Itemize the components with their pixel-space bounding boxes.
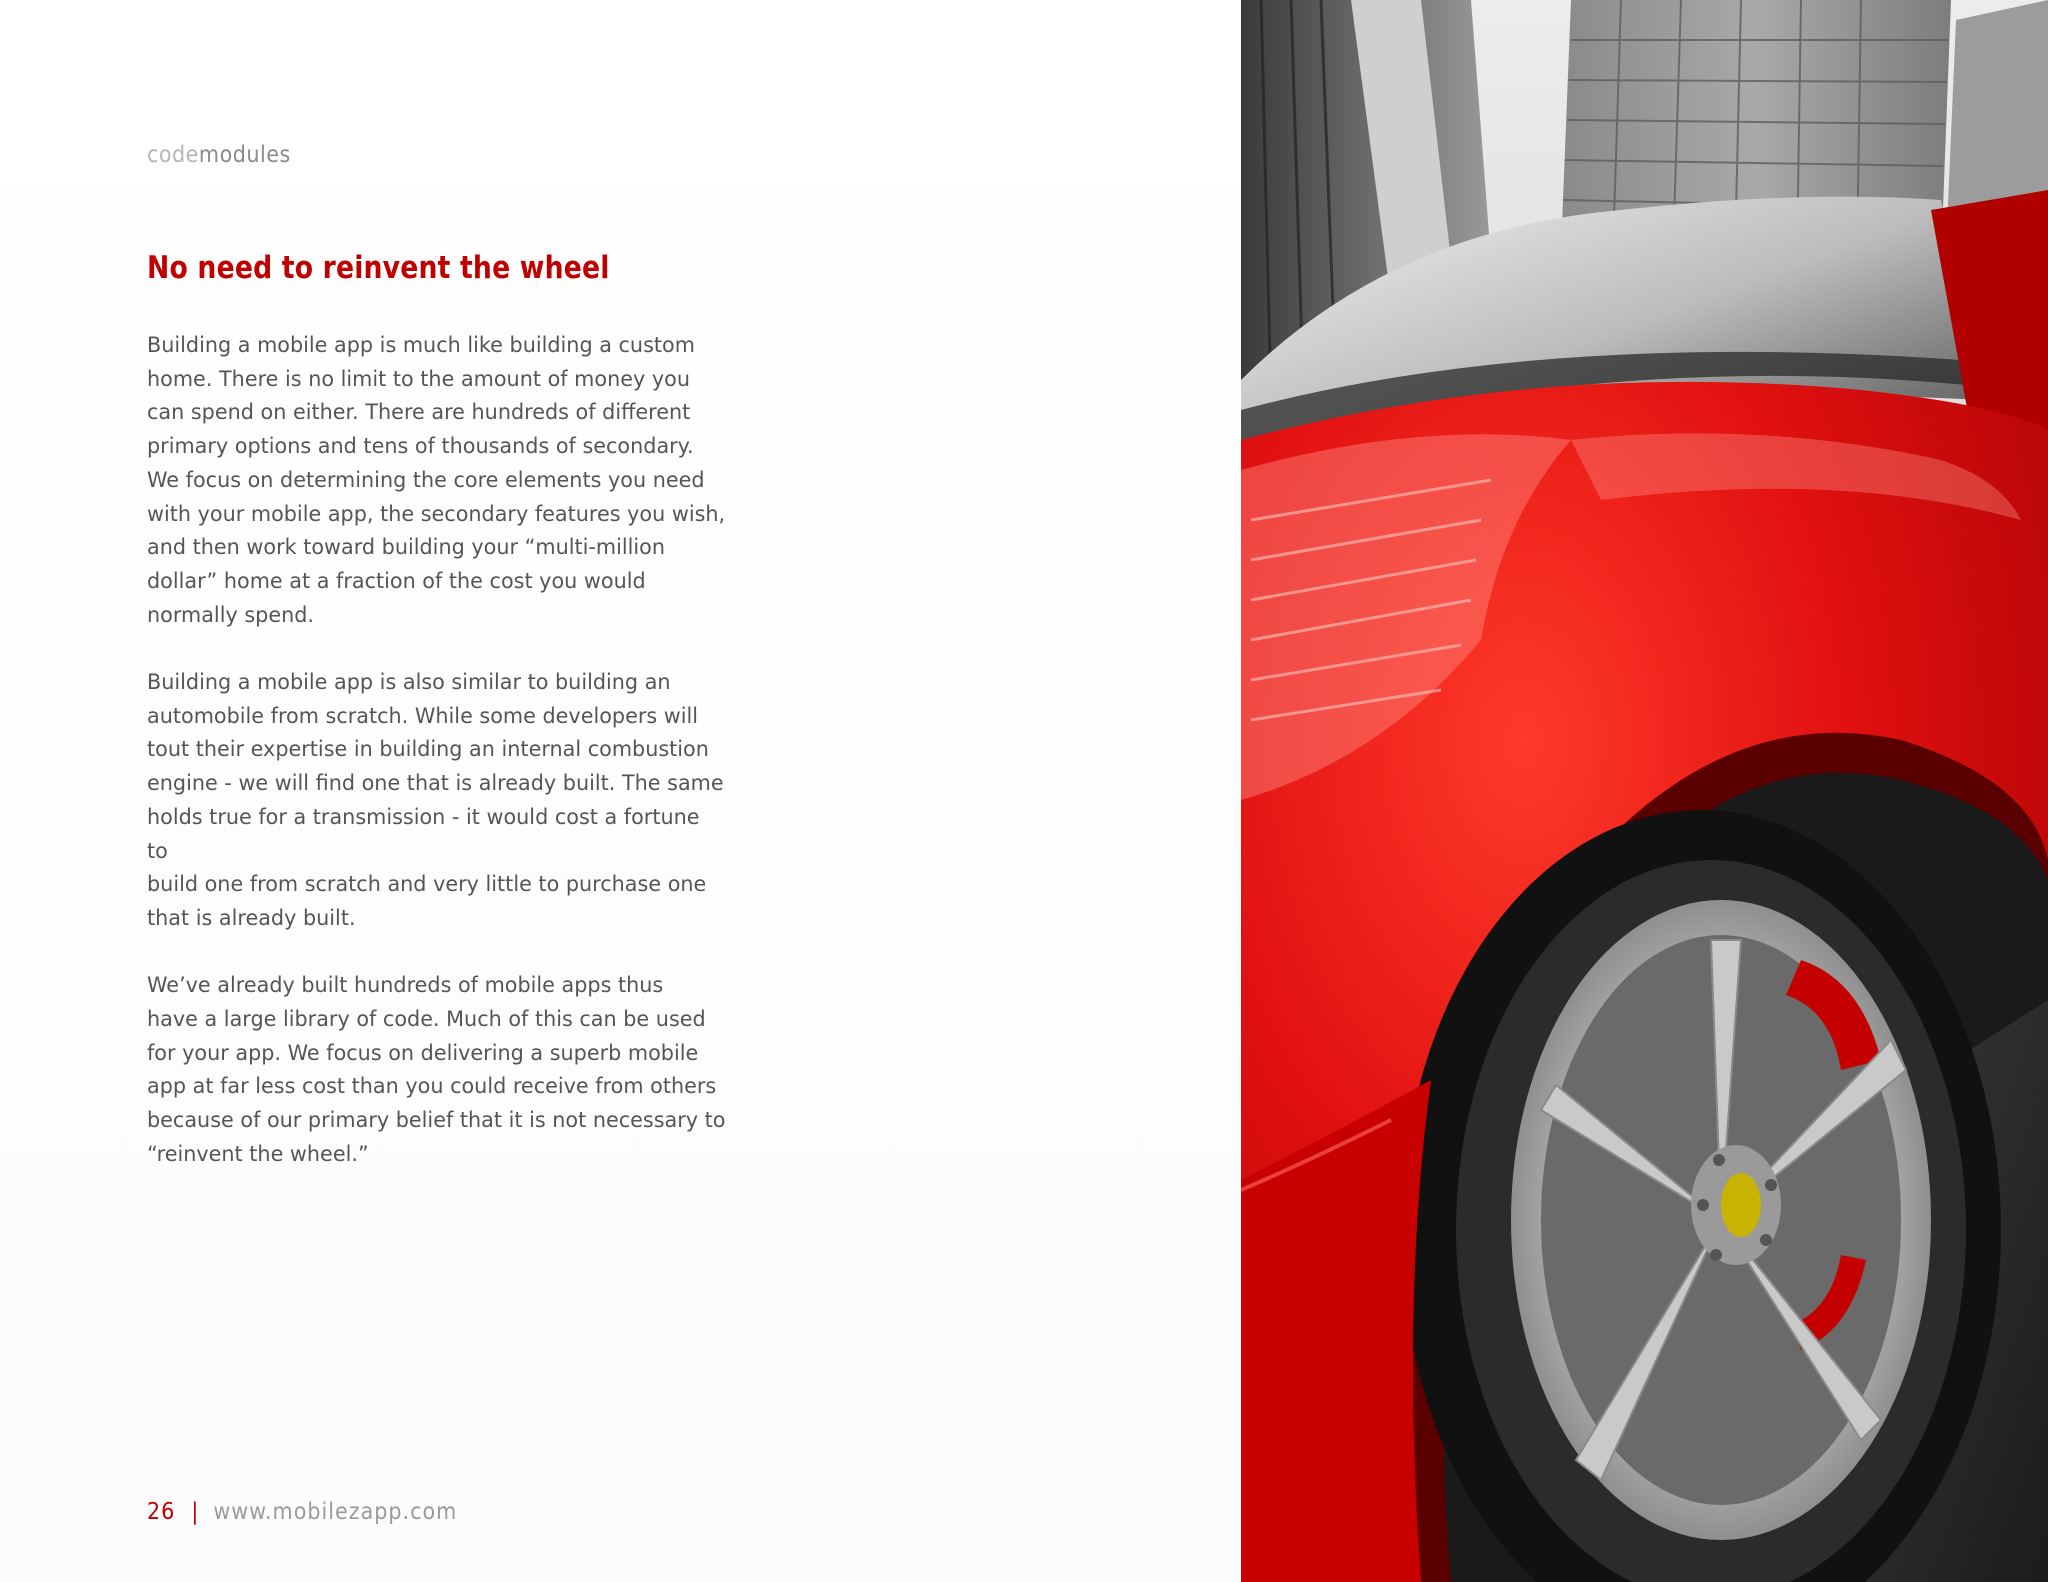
paragraph-code-library: We’ve already built hundreds of mobile apps thus have a large library of code. Much of this can be used for your app. We focus on delivering a superb mobile app at far less cost than you could receive from others because of our primary belief that it is not necessary to “reinvent the wheel.”	[147, 973, 726, 1167]
red-sports-car-photo	[1241, 0, 2048, 1582]
paragraph-custom-home: Building a mobile app is much like building a custom home. There is no limit to the amount of money you can spend on either. There are hundreds of different primary options and tens of thousands of secondary. We focus on determining the core elements you need with your mobile app, the secondary features you wish, and then work toward building your “multi-million dollar” home at a fraction of the cost you would normally spend.	[147, 333, 726, 628]
page-footer	[147, 1499, 457, 1525]
footer-separator: |	[191, 1499, 200, 1525]
brand-modules: modules	[198, 142, 291, 168]
brand-logo	[147, 142, 291, 168]
page-number: 26	[147, 1499, 176, 1525]
footer-url: www.mobilezapp.com	[213, 1499, 458, 1525]
brand-code: code	[147, 142, 199, 168]
body-copy	[147, 329, 727, 1205]
paragraph-automobile: Building a mobile app is also similar to building an automobile from scratch. While some developers will tout their expertise in building an internal combustion engine - we will find one that is already built. The same holds true for a transmission - it would cost a fortune to build one from scratch and very little to purchase one that is already built.	[147, 670, 724, 931]
page-heading: No need to reinvent the wheel	[147, 250, 610, 286]
